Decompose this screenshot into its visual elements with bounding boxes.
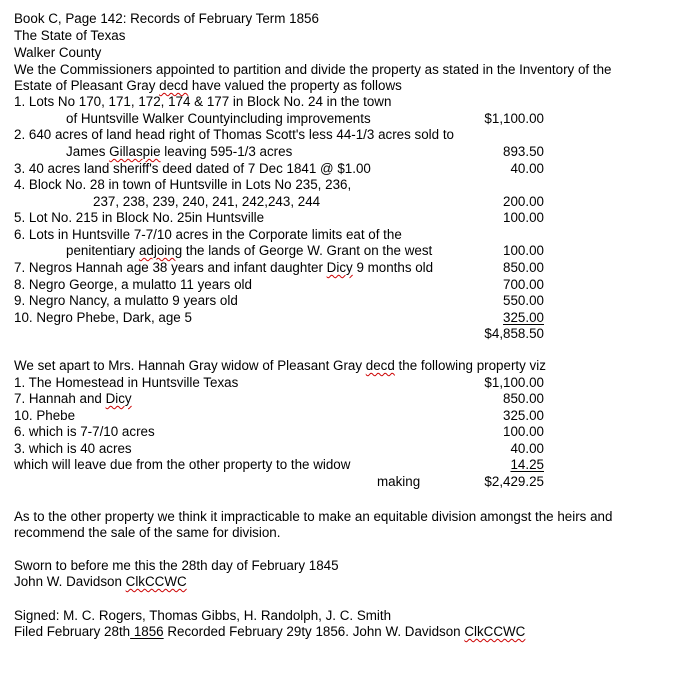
spell-flag: decd (365, 358, 395, 373)
item-3-line: 3. 40 acres land sheriff's deed dated of 7 Dec 1841 @ $1.00 (14, 161, 371, 176)
widow-item-6-amount: 14.25 (510, 457, 544, 472)
spell-flag: Dicy (326, 260, 353, 275)
item-2-amount: 893.50 (503, 144, 544, 159)
sworn-line: Sworn to before me this the 28th day of February 1845 (14, 558, 339, 573)
filed-year: 1856 (130, 624, 164, 639)
item-7-line: 7. Negros Hannah age 38 years and infant daughter Dicy 9 months old (14, 260, 434, 275)
item-7-amount: 850.00 (503, 260, 544, 275)
signed-line: Signed: M. C. Rogers, Thomas Gibbs, H. Randolph, J. C. Smith (14, 608, 392, 623)
widow-item-3-amount: 325.00 (503, 408, 544, 423)
making-label: making (377, 474, 421, 489)
making-amount: $2,429.25 (484, 474, 544, 489)
item-2-line-2: James Gillaspie leaving 595-1/3 acres (66, 144, 293, 159)
clerk-line: John W. Davidson ClkCCWC (14, 574, 187, 589)
item-10-amount: 325.00 (503, 310, 544, 325)
spell-flag: ClkCCWC (464, 624, 526, 639)
item-6-line-1: 6. Lots in Huntsville 7-7/10 acres in the Corporate limits eat of the (14, 227, 402, 242)
item-6-amount: 100.00 (503, 243, 544, 258)
item-3-amount: 40.00 (510, 161, 544, 176)
item-9-line: 9. Negro Nancy, a mulatto 9 years old (14, 293, 238, 308)
item-5-line: 5. Lot No. 215 in Block No. 25in Huntsville (14, 210, 265, 225)
item-2-line-1: 2. 640 acres of land head right of Thomas Scott's less 44-1/3 acres sold to (14, 127, 454, 142)
state-line: The State of Texas (14, 28, 126, 43)
closing-paragraph-line-1: As to the other property we think it impracticable to make an equitable division amongst the heirs and (14, 509, 613, 524)
item-8-line: 8. Negro George, a mulatto 11 years old (14, 277, 252, 292)
inventory-total: $4,858.50 (484, 326, 544, 341)
item-8-amount: 700.00 (503, 277, 544, 292)
spell-flag: decd (159, 78, 189, 93)
widow-item-4: 6. which is 7-7/10 acres (14, 424, 155, 439)
intro-line-1: We the Commissioners appointed to partition and divide the property as stated in the Inventory of the (14, 62, 612, 77)
widow-item-3: 10. Phebe (14, 408, 76, 423)
intro-line-2: Estate of Pleasant Gray decd have valued the property as follows (14, 78, 402, 93)
item-4-amount: 200.00 (503, 194, 544, 209)
widow-item-6: which will leave due from the other property to the widow (14, 457, 351, 472)
item-9-amount: 550.00 (503, 293, 544, 308)
item-1-amount: $1,100.00 (484, 111, 544, 126)
spell-flag: ClkCCWC (125, 574, 187, 589)
item-6-line-2: penitentiary adjoing the lands of George W. Grant on the west (66, 243, 433, 258)
filed-line: Filed February 28th 1856 Recorded February 29ty 1856. John W. Davidson ClkCCWC (14, 624, 526, 639)
item-4-line-1: 4. Block No. 28 in town of Huntsville in Lots No 235, 236, (14, 177, 352, 192)
widow-item-5-amount: 40.00 (510, 441, 544, 456)
item-1-line-1: 1. Lots No 170, 171, 172, 174 & 177 in Block No. 24 in the town (14, 94, 392, 109)
item-1-line-2: of Huntsville Walker Countyincluding improvements (66, 111, 371, 126)
widow-item-5: 3. which is 40 acres (14, 441, 132, 456)
widow-item-1: 1. The Homestead in Huntsville Texas (14, 375, 239, 390)
widow-item-4-amount: 100.00 (503, 424, 544, 439)
widow-item-2: 7. Hannah and Dicy (14, 391, 132, 406)
item-10-line: 10. Negro Phebe, Dark, age 5 (14, 310, 192, 325)
widow-item-1-amount: $1,100.00 (484, 375, 544, 390)
item-5-amount: 100.00 (503, 210, 544, 225)
county-line: Walker County (14, 45, 102, 60)
widow-item-2-amount: 850.00 (503, 391, 544, 406)
record-title: Book C, Page 142: Records of February Term 1856 (14, 11, 319, 26)
closing-paragraph-line-2: recommend the sale of the same for division. (14, 525, 281, 540)
widow-intro: We set apart to Mrs. Hannah Gray widow of Pleasant Gray decd the following property viz (14, 358, 546, 373)
spell-flag: Dicy (105, 391, 132, 406)
item-4-line-2: 237, 238, 239, 240, 241, 242,243, 244 (93, 194, 321, 209)
spell-flag: Gillaspie (109, 144, 161, 159)
spell-flag: adjoing (138, 243, 183, 258)
